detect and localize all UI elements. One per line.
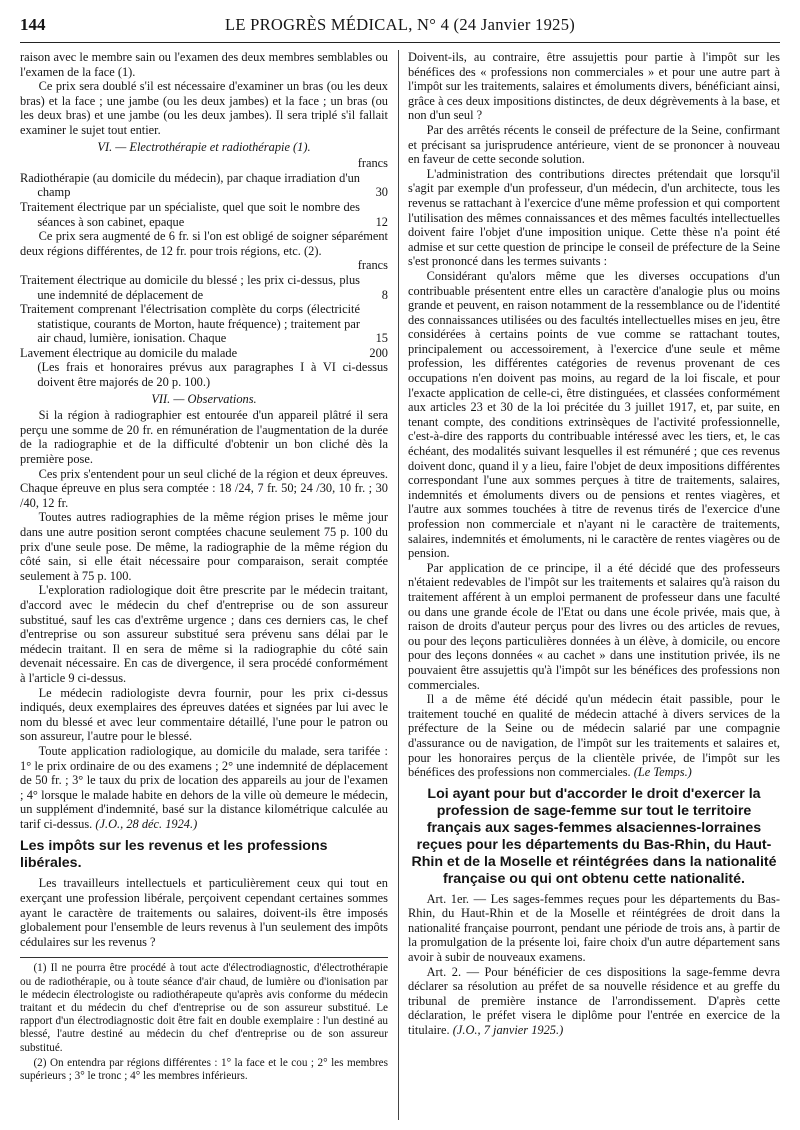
paragraph-text: Il a de même été décidé qu'un médecin était passible, pour le traitement touché en qualité de médecin attaché à divers services de la préfecture de la Seine ou de médecin salarié par une compagnie d'assurance ou de navigation, de l'impôt sur les traitements et salaires et, pour les honoraires perçus de la clientèle privée, de l'impôt sur les bénéfices des professions non commerciales. — [408, 692, 780, 780]
paragraph: Ces prix s'entendent pour un seul cliché de la région et deux épreuves. Chaque épreuve en plus sera comptée : 18 /24, 7 fr. 50; 24 /30, 10 fr. ; 30 /40, 12 fr. — [20, 466, 388, 510]
page-number: 144 — [20, 15, 46, 34]
section-heading-vi: VI. — Electrothérapie et radiothérapie (1). — [97, 139, 311, 154]
fee-item-label: Traitement électrique au domicile du blessé ; les prix ci-dessus, plus une indemnité de déplacement de — [20, 272, 360, 302]
fee-item-amount: 15 — [375, 331, 388, 346]
fee-item-amount: 200 — [369, 345, 388, 360]
fee-item-label: Radiothérapie (au domicile du médecin), par chaque irradiation d'un champ — [20, 170, 360, 200]
paragraph: L'exploration radiologique doit être prescrite par le médecin traitant, d'accord avec le médecin du chef d'entreprise ou de son assureur substitué, sauf les cas d'extrême urgence ; dans ces derniers cas, le chef d'entreprise ou son assureur substitué sera prévenu sans délai par le médecin traitant. Il en sera de même si la radiographie du côté sain devenait nécessaire. En cas de divergence, il sera procédé conformément à l'article 9 ci-dessus. — [20, 583, 388, 685]
paragraph: Si la région à radiographier est entourée d'un appareil plâtré il sera perçu une somme de 20 fr. en rémunération de l'augmentation de la durée de la radiographie et de la difficulté d'obtenir un bon cliché dès la première pose. — [20, 408, 388, 467]
paragraph-text: Toute application radiologique, au domicile du malade, sera tarifée : 1° le prix ordinaire de ou des examens ; 2° une indemnité de déplacement de 50 fr. ; 3° le taux du prix de location des appareils au jour de l'examen ; 4° lorsque le malade habite en dehors de la ville où demeure le médecin, un supplément d'indemnité, basé sur la distance kilométrique calculée au tarif ci-dessus. — [20, 743, 388, 831]
journal-title: LE PROGRÈS MÉDICAL, N° 4 (24 Janvier 1925) — [224, 15, 576, 34]
right-column — [408, 50, 780, 1038]
paragraph: raison avec le membre sain ou l'examen des deux membres semblables ou l'examen de la face (1). — [20, 50, 388, 79]
unit-label: francs — [357, 156, 388, 171]
paragraph: Doivent-ils, au contraire, être assujettis pour partie à l'impôt sur les bénéfices des « professions non commerciales » et pour une autre part à l'impôt sur les traitements, salaires et émoluments divers, bénéficiant ainsi, grâce à ces deux impositions distinctes, de deux dégrèvements à la base, et non d'un seul ? — [408, 50, 780, 123]
fee-item — [20, 273, 388, 302]
fee-item — [20, 346, 388, 361]
fee-item — [20, 171, 388, 200]
surcharge-note: (Les frais et honoraires prévus aux paragraphes I à VI ci-dessus doivent être majorés de 20 p. 100.) — [37, 360, 388, 390]
citation: (J.O., 7 janvier 1925.) — [452, 1023, 564, 1038]
left-column — [20, 50, 388, 1085]
fee-item-label: Traitement comprenant l'électrisation complète du corps (électricité statistique, courants de Morton, haute fréquence) ; traitement par air chaud, lumière, ionisation. Chaque — [20, 302, 360, 346]
footnote-2: (2) On entendra par régions différentes : 1° la face et le cou ; 2° les membres supérieurs ; 3° le tronc ; 4° les membres inférieurs. — [20, 1056, 388, 1083]
article-heading-midwives: Loi ayant pour but d'accorder le droit d'exercer la profession de sage-femme sur tout le territoire français aux sages-femmes alsaciennes-lorraines reçues pour les départements du Bas-Rhin, du Haut-Rhin et de la Moselle et réintégrées dans la nationalité française ou qui ont obtenu cette nationalité. — [411, 785, 777, 887]
paragraph: Ce prix sera augmenté de 6 fr. si l'on est obligé de soigner séparément deux régions différentes, de 12 fr. pour trois régions, etc. (2). — [20, 229, 388, 258]
section-heading-vii: VII. — Observations. — [151, 391, 257, 406]
paragraph-text: Art. 2. — Pour bénéficier de ces dispositions la sage-femme devra déclarer sa résolution au préfet de sa nouvelle résidence et au greffe du tribunal de première instance de l'arrondissement. D'après cette déclaration, le préfet visera le diplôme pour l'entrée en exercice de la titulaire. — [408, 964, 780, 1038]
page-header — [20, 12, 780, 43]
fee-item-label: Lavement électrique au domicile du malade — [20, 345, 238, 360]
paragraph: Ce prix sera doublé s'il est nécessaire d'examiner un bras (ou les deux bras) et la face ; une jambe (ou les deux jambes) et la face ; un bras (ou les deux bras) et une jambe (ou les deux jambes). Il sera triplé s'il fallait examiner le sujet tout entier. — [20, 79, 388, 137]
fee-item-amount: 30 — [375, 185, 388, 200]
citation: (J.O., 28 déc. 1924.) — [95, 816, 198, 831]
fee-item-amount: 12 — [375, 214, 388, 229]
paragraph: Art. 1er. — Les sages-femmes reçues pour les départements du Bas-Rhin, du Haut-Rhin et de la Moselle et réintégrées de droit dans la nationalité française pourront, pendant une période de trois ans, à partir de la promulgation de la présente loi, faire choix d'un autre département sans avoir à subir de nouveaux examens. — [408, 891, 780, 965]
fee-item-label: Traitement électrique par un spécialiste, quel que soit le nombre des séances à son cabinet, epaque — [20, 199, 360, 229]
footnote-divider — [20, 957, 388, 958]
article-heading-taxes: Les impôts sur les revenus et les professions libérales. — [20, 838, 328, 872]
paragraph: Par des arrêtés récents le conseil de préfecture de la Seine, confirmant et précisant sa jurisprudence antérieure, vient de se prononcer à nouveau en faveur de cette seconde solution. — [408, 122, 780, 167]
paragraph: L'administration des contributions directes prétendait que lorsqu'il s'agit par exemple d'un professeur, d'un médecin, d'un architecte, tous les revenus se rattachant à l'exercice d'une même profession et qui comportent l'utilisation des mêmes connaissances et des mêmes facultés intellectuelles doivent faire l'objet d'une imposition unique. Cette thèse n'a point été admise et sur cette question de principe le conseil de préfecture de la Seine s'est prononcé dans les termes suivants : — [408, 166, 780, 269]
paragraph — [20, 744, 388, 832]
footnotes — [20, 962, 388, 1083]
fee-item — [20, 302, 388, 346]
paragraph: Par application de ce principe, il a été décidé que des professeurs n'étaient redevables de l'impôt sur les traitements et salaires qu'à raison du traitement afférent à un emploi permanent de professeur dans une faculté ou dans une grande école de l'Etat ou dans une école privée, mais que, à raison de droits d'auteur perçus pour des livres ou des articles de revues, ou pour des leçons particulières données à un élève, à domicile, ou encore pour des leçons données « au cachet » dans une institution privée, ils ne pouvaient être assujettis qu'à l'impôt sur les bénéfices des professions non commerciales. — [408, 560, 780, 692]
paragraph — [408, 965, 780, 1038]
paragraph — [408, 692, 780, 780]
paragraph: Les travailleurs intellectuels et particulièrement ceux qui tout en exerçant une profession libérale, perçoivent cependant certaines sommes ayant le caractère de traitements ou salaires, doivent-ils être imposés globalement pour l'ensemble de leurs revenus à l'un seulement des impôts cédulaires sur les revenus ? — [20, 876, 388, 949]
unit-label: francs — [357, 258, 388, 273]
fee-item-amount: 8 — [381, 287, 388, 302]
fee-item — [20, 200, 388, 229]
column-divider — [398, 50, 399, 1120]
paragraph: Toutes autres radiographies de la même région prises le même jour dans une autre position seront comptées chacune seulement 75 p. 100 du prix d'une seule pose. De même, la radiographie de la même région du côté sain, si elle était nécessaire pour comparaison, serait comptée seulement à 75 p. 100. — [20, 510, 388, 583]
paragraph: Considérant qu'alors même que les diverses occupations d'un contribuable présentent entre elles un caractère d'analogie plus ou moins grande et peuvent, en raison notamment de la ressemblance ou de l'identité des connaissances utilisées ou des facultés intellectuelles mises en jeu, être considérées à certains points de vue comme se rattachant toutes, principalement ou accessoirement, à l'exercice d'une seule et même profession, les différentes catégories de revenus provenant de ces occupations n'en doivent pas moins, au regard de la loi fiscale, et pour l'exacte application de celle-ci, être distinguées, et classées conformément aux articles 23 et 30 de la loi précitée du 3 juillet 1917, et, par suite, en tenant compte, des conditions extrinsèques de l'activité professionnelle, c'est-à-dire des rapports du contribuable intéressé avec les tiers, et, le cas échéant, des modalités suivant lesquelles il est rémunéré ; que ces revenus doivent donc, quand il y a lieu, faire l'objet de deux impositions différentes correspondant l'une aux sommes perçues à titre de traitements, salaires, indemnités et émoluments divers ou de pensions et rentes viagères, et l'autre aux sommes touchées à titre de revenus tirés de l'exercice d'une profession non commerciale et n'ayant ni le caractère de traitements, salaires, indemnités et émoluments, ni le caractère de rentes viagères ou de pension. — [408, 268, 780, 561]
citation: (Le Temps.) — [633, 765, 692, 780]
footnote-1: (1) Il ne pourra être procédé à tout acte d'électrodiagnostic, d'électrothérapie ou de radiothérapie, ou à toute séance d'air chaud, de lumière ou d'ionisation par le médecin électrologiste ou radiothérapeute qu'après avis conforme du médecin traitant et du médecin du chef d'entreprise ou de son assureur substitué. Le rapport d'un électrodiagnostic doit être fait en double exemplaire : l'un destiné au blessé, l'autre destiné au médecin du chef d'entreprise ou de son assureur substitué. — [20, 962, 388, 1054]
paragraph: Le médecin radiologiste devra fournir, pour les prix ci-dessus indiqués, deux exemplaires des épreuves datées et signées par lui avec le nom du blessé et avec leur commentaire détaillé, l'une pour le patron ou son assureur, l'autre pour le blessé. — [20, 685, 388, 744]
